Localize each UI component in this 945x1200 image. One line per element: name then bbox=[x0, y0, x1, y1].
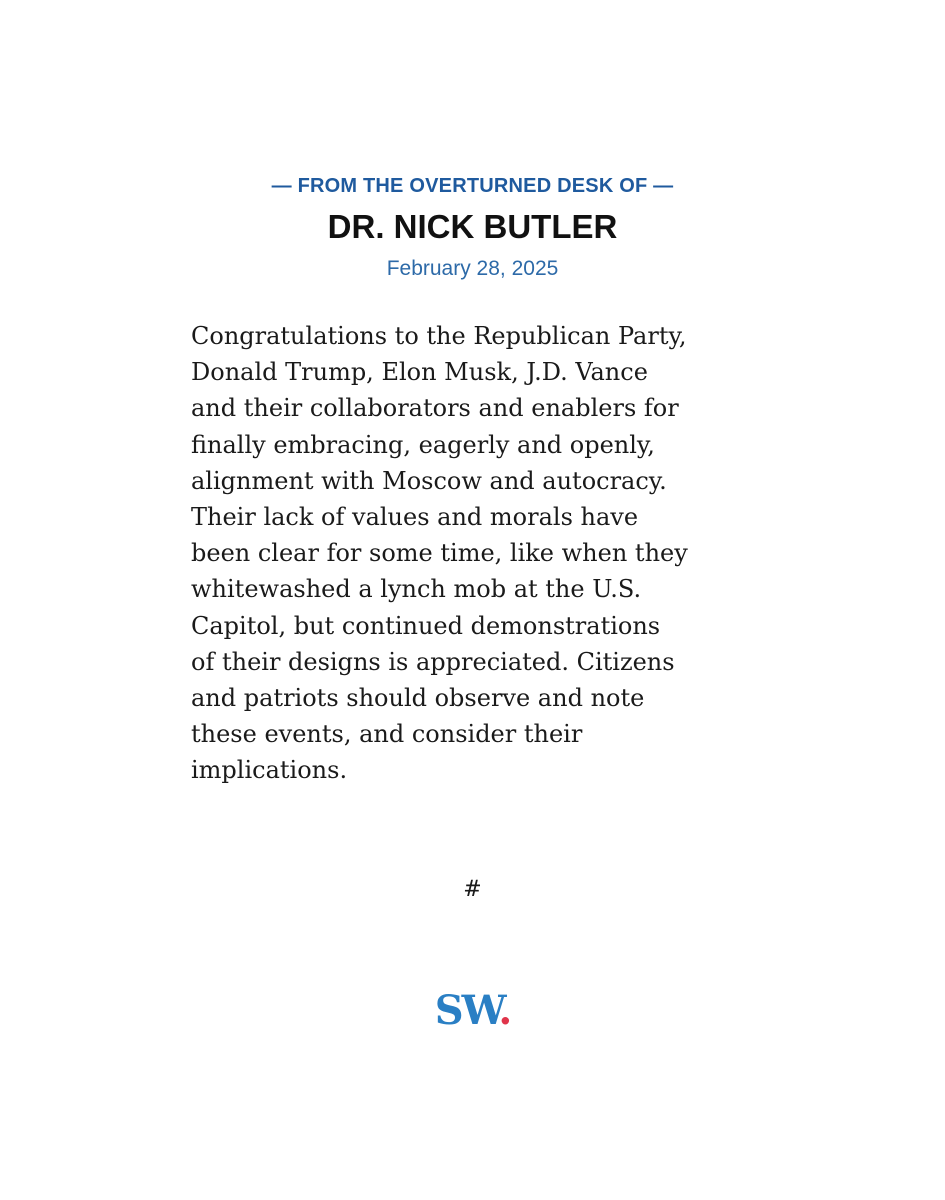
statement-date: February 28, 2025 bbox=[386, 257, 559, 280]
logo-letters: SW bbox=[434, 987, 499, 1034]
author-name: DR. NICK BUTLER bbox=[327, 208, 618, 245]
end-mark: # bbox=[463, 877, 482, 902]
kicker-heading: — FROM THE OVERTURNED DESK OF — bbox=[271, 175, 674, 197]
logo-dot: . bbox=[498, 987, 511, 1034]
sw-logo bbox=[0, 985, 945, 1037]
statement-body: Congratulations to the Republican Party, Donald Trump, Elon Musk, J.D. Vance and their collaborators and enablers for finally embracing, eagerly and openly, alignment with Moscow and autocracy. Their lack of values and morals have been clear for some time, like when they whitewashed a lynch mob at the U.S. Capitol, but continued demonstrations of their designs is appreciated. Citizens and patriots should observe and note these events, and consider their implications. bbox=[191, 322, 688, 785]
